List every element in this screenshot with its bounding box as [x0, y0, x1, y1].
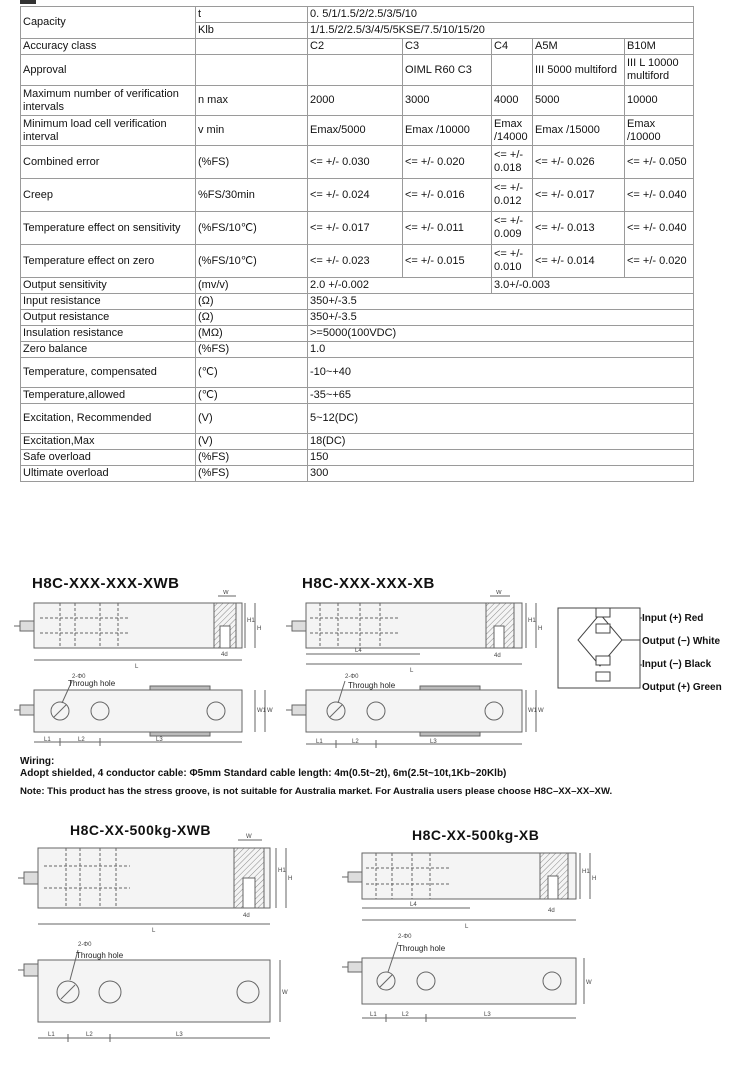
table-cell: <= +/- 0.009	[492, 212, 533, 245]
table-cell: <= +/- 0.017	[533, 179, 625, 212]
svg-text:W: W	[267, 708, 273, 714]
table-cell: <= +/- 0.014	[533, 245, 625, 278]
svg-text:L2: L2	[86, 1032, 93, 1038]
svg-text:W: W	[282, 990, 288, 996]
table-cell: (%FS/10℃)	[196, 212, 308, 245]
table-cell: Output resistance	[21, 310, 196, 326]
table-cell: C2	[308, 39, 403, 55]
through-hole-label: Through hole	[348, 681, 396, 690]
table-cell: 300	[308, 466, 694, 482]
table-cell: <= +/- 0.010	[492, 245, 533, 278]
svg-text:H1: H1	[528, 618, 536, 624]
table-cell: Safe overload	[21, 450, 196, 466]
table-cell: III L 10000 multiford	[625, 55, 694, 86]
table-cell: (Ω)	[196, 310, 308, 326]
svg-text:2-Φ0: 2-Φ0	[78, 942, 92, 948]
table-cell: C4	[492, 39, 533, 55]
svg-text:2-Φ0: 2-Φ0	[345, 674, 359, 680]
svg-text:L1: L1	[44, 737, 51, 743]
table-cell: (Ω)	[196, 294, 308, 310]
top-mark	[20, 0, 36, 4]
table-cell: 0. 5/1/1.5/2/2.5/3/5/10	[308, 7, 694, 23]
wiring-text: Adopt shielded, 4 conductor cable: Φ5mm Standard cable length: 4m(0.5t~2t), 6m(2.5t~10t,1Kb~20Klb)	[20, 768, 507, 779]
table-cell: Excitation,Max	[21, 434, 196, 450]
svg-text:4d: 4d	[221, 652, 228, 658]
bridge-input-pos: Input (+) Red	[642, 613, 704, 624]
table-row	[21, 388, 694, 404]
table-cell: (V)	[196, 404, 308, 434]
table-cell: (%FS)	[196, 466, 308, 482]
svg-text:L: L	[135, 664, 139, 670]
title-500-xwb: H8C-XX-500kg-XWB	[70, 822, 212, 838]
table-cell: >=5000(100VDC)	[308, 326, 694, 342]
table-cell	[492, 55, 533, 86]
spec-table	[20, 6, 694, 482]
svg-text:W1: W1	[528, 708, 537, 714]
svg-text:H1: H1	[278, 868, 286, 874]
svg-text:L1: L1	[48, 1032, 55, 1038]
table-cell: 5~12(DC)	[308, 404, 694, 434]
title-xwb: H8C-XXX-XXX-XWB	[32, 575, 180, 592]
table-cell: OIML R60 C3	[403, 55, 492, 86]
table-cell: Emax /14000	[492, 116, 533, 146]
capacity-label: Capacity	[21, 7, 196, 39]
table-row	[21, 466, 694, 482]
table-row	[21, 358, 694, 388]
table-row	[21, 146, 694, 179]
table-cell: Ultimate overload	[21, 466, 196, 482]
svg-text:W: W	[496, 590, 502, 596]
table-cell: <= +/- 0.040	[625, 179, 694, 212]
xb-500-plan-view	[342, 934, 592, 1022]
table-cell: Accuracy class	[21, 39, 196, 55]
table-cell: Emax /10000	[625, 116, 694, 146]
xb-plan-view	[286, 674, 544, 748]
table-cell: 1.0	[308, 342, 694, 358]
table-cell: <= +/- 0.026	[533, 146, 625, 179]
table-cell: 350+/-3.5	[308, 294, 694, 310]
svg-text:L4: L4	[355, 648, 362, 654]
table-cell: C3	[403, 39, 492, 55]
svg-text:L2: L2	[352, 739, 359, 745]
table-cell: 3.0+/-0.003	[492, 278, 694, 294]
table-cell: <= +/- 0.023	[308, 245, 403, 278]
svg-text:L1: L1	[316, 739, 323, 745]
svg-text:2-Φ0: 2-Φ0	[398, 934, 412, 940]
table-cell: (%FS/10℃)	[196, 245, 308, 278]
svg-text:H: H	[592, 876, 597, 882]
table-cell: %FS/30min	[196, 179, 308, 212]
svg-text:4d: 4d	[494, 653, 501, 659]
table-cell: <= +/- 0.012	[492, 179, 533, 212]
table-cell: t	[196, 7, 308, 23]
xb-side-view	[286, 590, 542, 674]
svg-text:W: W	[246, 834, 252, 840]
table-cell: <= +/- 0.015	[403, 245, 492, 278]
svg-text:L: L	[410, 668, 414, 674]
table-cell: <= +/- 0.011	[403, 212, 492, 245]
svg-text:W: W	[538, 708, 544, 714]
table-cell: (%FS)	[196, 342, 308, 358]
table-cell: <= +/- 0.018	[492, 146, 533, 179]
svg-text:4d: 4d	[243, 913, 250, 919]
technical-drawings	[0, 590, 750, 1060]
svg-text:L2: L2	[402, 1012, 409, 1018]
table-cell: Insulation resistance	[21, 326, 196, 342]
wiring-note: Note: This product has the stress groove, is not suitable for Australia market. For Australia users please choose H8C–XX–XX–XW.	[20, 786, 613, 797]
table-cell: (MΩ)	[196, 326, 308, 342]
table-cell: Klb	[196, 23, 308, 39]
svg-text:W: W	[223, 590, 229, 596]
xwb-side-view	[14, 590, 261, 670]
svg-text:H: H	[288, 876, 293, 882]
table-cell: Emax /15000	[533, 116, 625, 146]
table-cell: III 5000 multiford	[533, 55, 625, 86]
table-row	[21, 294, 694, 310]
table-row	[21, 326, 694, 342]
table-cell: 3000	[403, 86, 492, 116]
svg-text:L3: L3	[176, 1032, 183, 1038]
bridge-input-neg: Input (−) Black	[642, 659, 712, 670]
wiring-heading: Wiring:	[20, 756, 55, 767]
svg-text:H: H	[257, 626, 262, 632]
svg-text:W: W	[586, 980, 592, 986]
wiring-block	[20, 756, 506, 780]
table-row	[21, 7, 694, 23]
table-cell: 350+/-3.5	[308, 310, 694, 326]
table-cell: <= +/- 0.020	[625, 245, 694, 278]
table-row	[21, 278, 694, 294]
table-cell: <= +/- 0.013	[533, 212, 625, 245]
svg-text:L3: L3	[156, 737, 163, 743]
table-cell: 5000	[533, 86, 625, 116]
table-cell: Input resistance	[21, 294, 196, 310]
table-cell: (℃)	[196, 358, 308, 388]
table-cell: <= +/- 0.040	[625, 212, 694, 245]
table-row	[21, 86, 694, 116]
table-cell: Emax /10000	[403, 116, 492, 146]
table-cell: B10M	[625, 39, 694, 55]
table-cell: 2000	[308, 86, 403, 116]
table-cell: <= +/- 0.020	[403, 146, 492, 179]
table-cell: (℃)	[196, 388, 308, 404]
table-row	[21, 404, 694, 434]
xwb-500-side-view	[18, 834, 292, 934]
table-cell: Creep	[21, 179, 196, 212]
table-row	[21, 245, 694, 278]
title-xb: H8C-XXX-XXX-XB	[302, 575, 435, 592]
table-row	[21, 434, 694, 450]
table-cell: n max	[196, 86, 308, 116]
table-cell: Emax/5000	[308, 116, 403, 146]
table-cell: Combined error	[21, 146, 196, 179]
table-cell: Temperature effect on zero	[21, 245, 196, 278]
table-cell: 1/1.5/2/2.5/3/4/5/5KSE/7.5/10/15/20	[308, 23, 694, 39]
table-cell	[196, 39, 308, 55]
svg-text:L2: L2	[78, 737, 85, 743]
svg-text:L4: L4	[410, 902, 417, 908]
table-cell: (%FS)	[196, 450, 308, 466]
table-cell: <= +/- 0.016	[403, 179, 492, 212]
svg-text:W1: W1	[257, 708, 266, 714]
table-row	[21, 179, 694, 212]
table-cell: -35~+65	[308, 388, 694, 404]
title-500-xb: H8C-XX-500kg-XB	[412, 827, 540, 843]
table-cell: <= +/- 0.050	[625, 146, 694, 179]
table-row	[21, 342, 694, 358]
table-row	[21, 39, 694, 55]
table-cell: (mv/v)	[196, 278, 308, 294]
table-cell: Approval	[21, 55, 196, 86]
table-cell: Minimum load cell verification interval	[21, 116, 196, 146]
table-cell: A5M	[533, 39, 625, 55]
table-cell: Temperature effect on sensitivity	[21, 212, 196, 245]
xwb-500-plan-view	[18, 942, 288, 1042]
svg-text:L: L	[152, 928, 156, 934]
table-cell: Temperature,allowed	[21, 388, 196, 404]
table-cell	[308, 55, 403, 86]
table-cell: -10~+40	[308, 358, 694, 388]
svg-text:H1: H1	[582, 869, 590, 875]
svg-text:L3: L3	[430, 739, 437, 745]
xwb-plan-view	[14, 674, 273, 746]
table-cell: 2.0 +/-0.002	[308, 278, 492, 294]
table-cell: <= +/- 0.030	[308, 146, 403, 179]
table-cell: Temperature, compensated	[21, 358, 196, 388]
bridge-output-pos: Output (+) Green	[642, 682, 722, 693]
table-row	[21, 212, 694, 245]
through-hole-label: Through hole	[398, 944, 446, 953]
svg-text:L: L	[465, 924, 469, 930]
table-cell: (%FS)	[196, 146, 308, 179]
table-cell: Excitation, Recommended	[21, 404, 196, 434]
table-cell: 150	[308, 450, 694, 466]
table-cell: (V)	[196, 434, 308, 450]
table-cell: 18(DC)	[308, 434, 694, 450]
table-row	[21, 55, 694, 86]
bridge-diagram	[558, 608, 642, 688]
table-row	[21, 450, 694, 466]
table-cell: Maximum number of verification intervals	[21, 86, 196, 116]
table-cell: v min	[196, 116, 308, 146]
svg-text:L3: L3	[484, 1012, 491, 1018]
svg-text:H: H	[538, 626, 543, 632]
table-cell: 4000	[492, 86, 533, 116]
through-hole-label: Through hole	[76, 951, 124, 960]
svg-text:L1: L1	[370, 1012, 377, 1018]
table-cell	[196, 55, 308, 86]
table-row	[21, 116, 694, 146]
table-cell: <= +/- 0.024	[308, 179, 403, 212]
through-hole-label: Through hole	[68, 679, 116, 688]
table-cell: Output sensitivity	[21, 278, 196, 294]
bridge-output-neg: Output (−) White	[642, 636, 721, 647]
table-cell: <= +/- 0.017	[308, 212, 403, 245]
hole-spec: 2-Φ0	[72, 674, 86, 680]
table-cell: 10000	[625, 86, 694, 116]
svg-text:4d: 4d	[548, 908, 555, 914]
xb-500-side-view	[342, 853, 596, 930]
svg-text:H1: H1	[247, 618, 255, 624]
table-cell: Zero balance	[21, 342, 196, 358]
table-row	[21, 310, 694, 326]
